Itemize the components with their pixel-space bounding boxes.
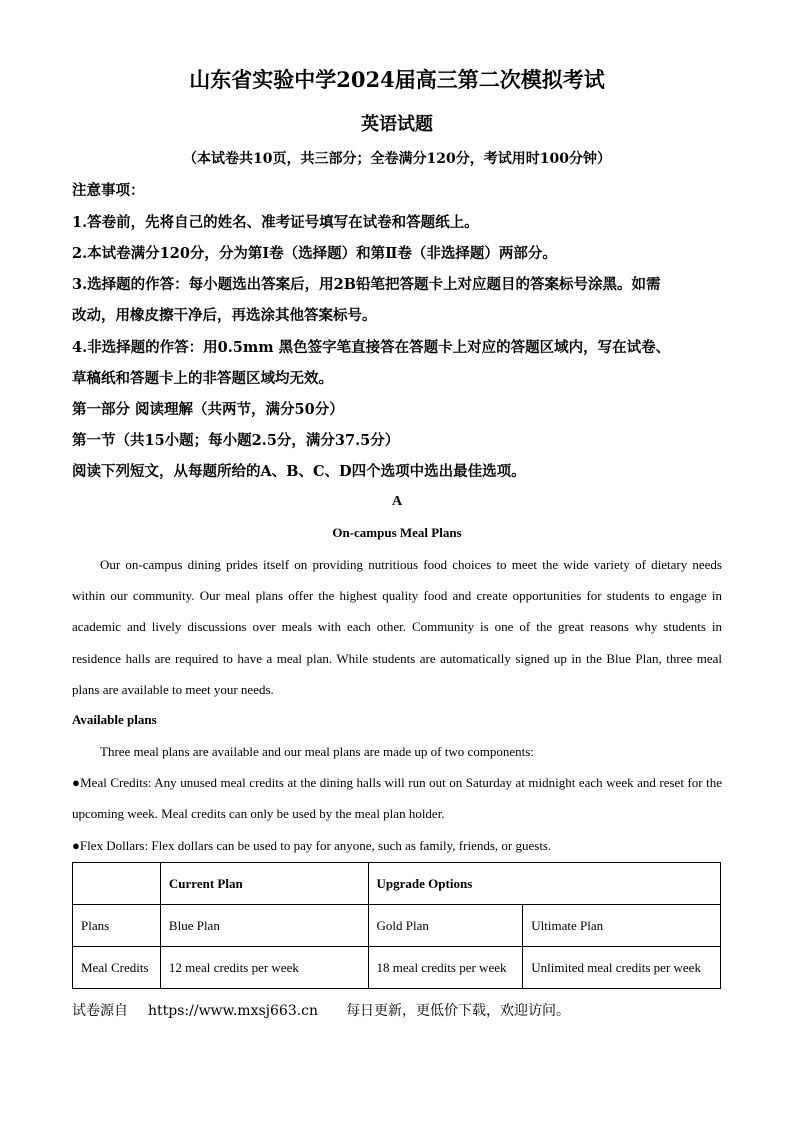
table-header-cell: Upgrade Options [368,863,720,905]
passage-title: On-campus Meal Plans [332,525,462,540]
table-cell: Gold Plan [368,905,523,947]
bullet-meal-credits: ●Meal Credits: Any unused meal credits at the dining halls will run out on Saturday at midnight each week and reset for the upcoming week. Meal credits can only be used by the meal plan holder. [72,775,722,822]
instruction-item: 草稿纸和答题卡上的非答题区域均无效。 [72,370,333,387]
exam-title: 山东省实验中学2024届高三第二次模拟考试 [189,67,605,92]
subject-title: 英语试题 [361,114,433,135]
instruction-item: 3.选择题的作答：每小题选出答案后，用2B铅笔把答题卡上对应题目的答案标号涂黑。如需 [72,276,661,293]
table-cell: Meal Credits [73,947,161,989]
instruction-item: 1.答卷前，先将自己的姓名、准考证号填写在试卷和答题纸上。 [72,214,479,231]
instruction-item: 4.非选择题的作答：用0.5mm 黑色签字笔直接答在答题卡上对应的答题区域内，写在试卷、 [72,339,671,356]
table-cell: Plans [73,905,161,947]
section1-title: 第一节（共15小题；每小题2.5分，满分37.5分） [72,432,400,449]
meal-plan-table [72,862,721,989]
table-row [73,905,721,947]
directions: 阅读下列短文，从每题所给的A、B、C、D四个选项中选出最佳选项。 [72,463,526,480]
table-header-row [73,863,721,905]
footer [72,1000,590,1020]
table-cell: 18 meal credits per week [368,947,523,989]
table-cell: Blue Plan [160,905,368,947]
footer-message: 每日更新，更低价下载，欢迎访问。 [346,1003,571,1019]
instruction-item: 2.本试卷满分120分，分为第Ⅰ卷（选择题）和第Ⅱ卷（非选择题）两部分。 [72,245,557,262]
passage-letter: A [391,494,403,509]
table-cell: 12 meal credits per week [160,947,368,989]
table-row [73,947,721,989]
passage-intro: Our on-campus dining prides itself on providing nutritious food choices to meet the wide variety of dietary needs within our community. Our meal plans offer the highest quality food and create opportunities for students to engage in academic and lively discussions over meals with each other. Community is one of the great reasons why students in residence halls are required to have a meal plan. While students are automatically signed up in the Blue Plan, three meal plans are available to meet your needs. [72,557,722,697]
table-header-cell: Current Plan [160,863,368,905]
table-cell: Unlimited meal credits per week [523,947,721,989]
instruction-item: 改动，用橡皮擦干净后，再选涂其他答案标号。 [72,307,377,324]
footer-source-label: 试卷源自 [72,1003,128,1019]
footer-url[interactable]: https://www.mxsj663.cn [148,1003,319,1019]
bullet-flex-dollars: ●Flex Dollars: Flex dollars can be used to pay for anyone, such as family, friends, or guests. [72,838,552,853]
exam-note: （本试卷共10页，共三部分；全卷满分120分，考试用时100分钟） [183,151,611,167]
subheading: Available plans [72,712,157,727]
table-cell: Ultimate Plan [523,905,721,947]
part1-title: 第一部分 阅读理解（共两节，满分50分） [72,401,344,418]
components-intro: Three meal plans are available and our meal plans are made up of two components: [100,744,534,759]
instructions-heading: 注意事项： [72,182,145,199]
table-header-cell [73,863,161,905]
